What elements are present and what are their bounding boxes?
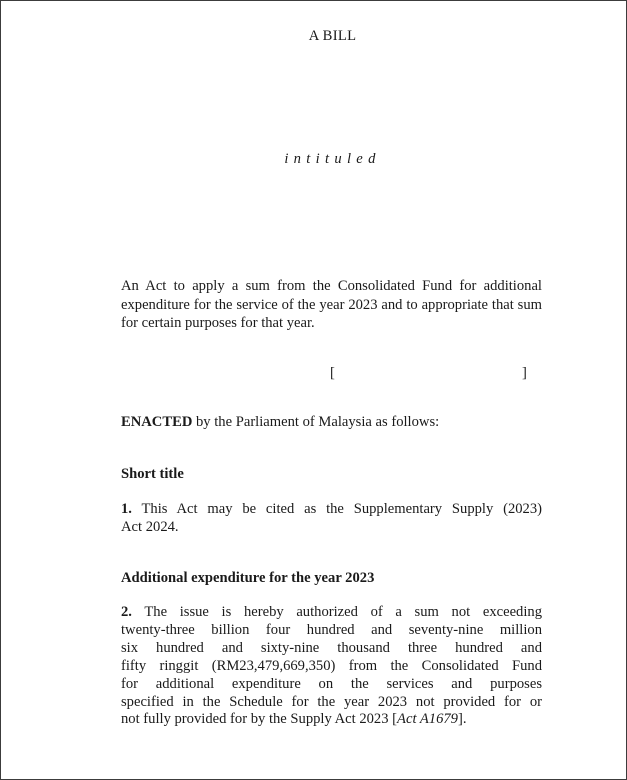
section-line (121, 711, 542, 729)
section-line-tail: ]. (457, 711, 467, 728)
section-line-text: not fully provided for by the Supply Act 2023 [ (121, 711, 398, 728)
section-number: 2. (121, 604, 132, 620)
section-line: Act 2024. (121, 519, 179, 536)
section-line: fifty ringgit (RM23,479,669,350) from the Consolidated Fund (121, 657, 542, 674)
enacting-clause (121, 414, 542, 431)
bill-header: A BILL (308, 28, 357, 44)
section-line (121, 500, 542, 518)
long-title: An Act to apply a sum from the Consolidated Fund for additional expenditure for the service of the year 2023 and to appropriate that sum for certain purposes for that year. (121, 278, 542, 331)
section-heading: Short title (121, 466, 184, 482)
section-body (121, 604, 542, 729)
section-line (121, 604, 542, 622)
section-heading: Additional expenditure for the year 2023 (121, 570, 375, 586)
section-body (121, 500, 542, 536)
section-line: for additional expenditure on the services and purposes (121, 675, 542, 692)
section-line: six hundred and sixty-nine thousand three hundred and (121, 639, 542, 656)
section-line: specified in the Schedule for the year 2023 not provided for or (121, 693, 542, 710)
section-line-text: This Act may be cited as the Supplementary Supply (2023) (141, 501, 542, 517)
act-reference: Act A1679 (397, 711, 458, 728)
date-bracket-open: [ (330, 365, 335, 381)
section-number: 1. (121, 501, 132, 517)
enacted-keyword: ENACTED (121, 414, 193, 430)
enacted-text: by the Parliament of Malaysia as follows: (192, 414, 440, 430)
section-line-text: The issue is hereby authorized of a sum not exceeding (144, 604, 542, 620)
section-line: twenty-three billion four hundred and seventy-nine million (121, 621, 542, 638)
intituled-label: intituled (284, 151, 381, 167)
date-bracket-close: ] (522, 365, 527, 381)
